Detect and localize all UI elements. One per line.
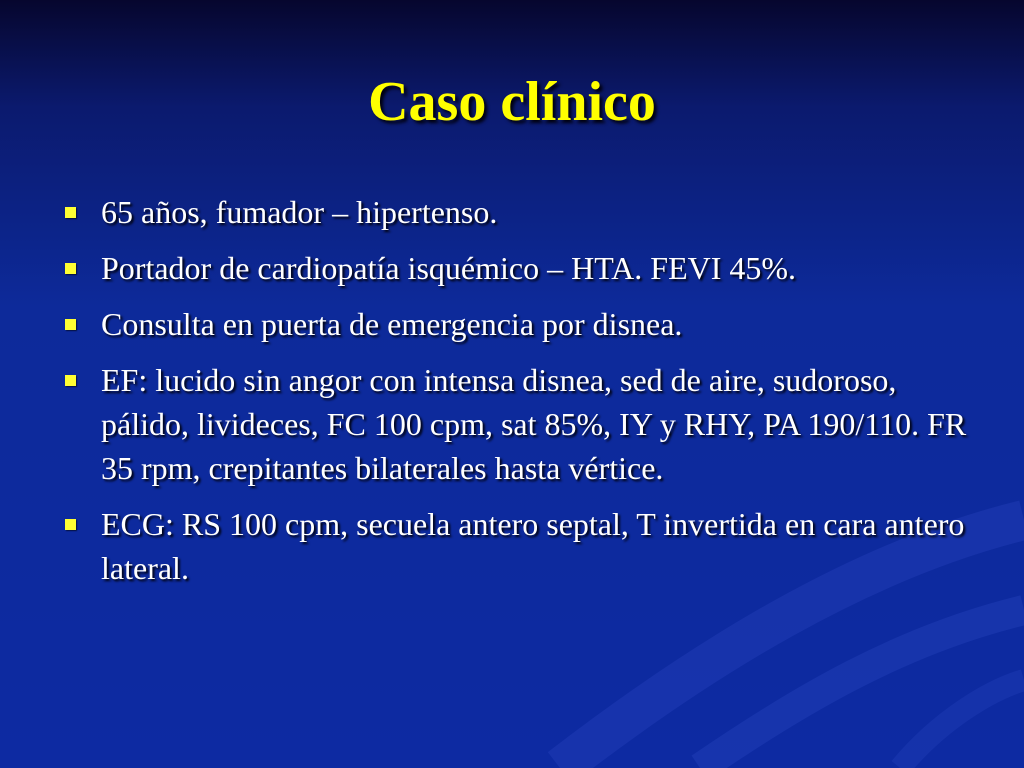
bullet-text: 65 años, fumador – hipertenso.	[101, 194, 498, 230]
square-bullet-icon	[65, 375, 76, 386]
bullet-text: EF: lucido sin angor con intensa disnea, sed de aire, sudoroso, pálido, livideces, FC 100 cpm, sat 85%, IY y RHY, PA 190/110. FR 35 rpm, crepitantes bilaterales hasta vértice.	[101, 362, 967, 486]
list-item	[60, 302, 970, 346]
list-item	[60, 502, 970, 590]
square-bullet-icon	[65, 263, 76, 274]
square-bullet-icon	[65, 519, 76, 530]
bullet-list	[60, 190, 970, 602]
slide-title: Caso clínico	[368, 71, 656, 133]
square-bullet-icon	[65, 319, 76, 330]
list-item	[60, 358, 970, 490]
bullet-text: ECG: RS 100 cpm, secuela antero septal, T invertida en cara antero lateral.	[101, 506, 965, 586]
list-item	[60, 190, 970, 234]
square-bullet-icon	[65, 207, 76, 218]
bullet-text: Consulta en puerta de emergencia por disnea.	[101, 306, 683, 342]
bullet-text: Portador de cardiopatía isquémico – HTA. FEVI 45%.	[101, 250, 797, 286]
list-item	[60, 246, 970, 290]
